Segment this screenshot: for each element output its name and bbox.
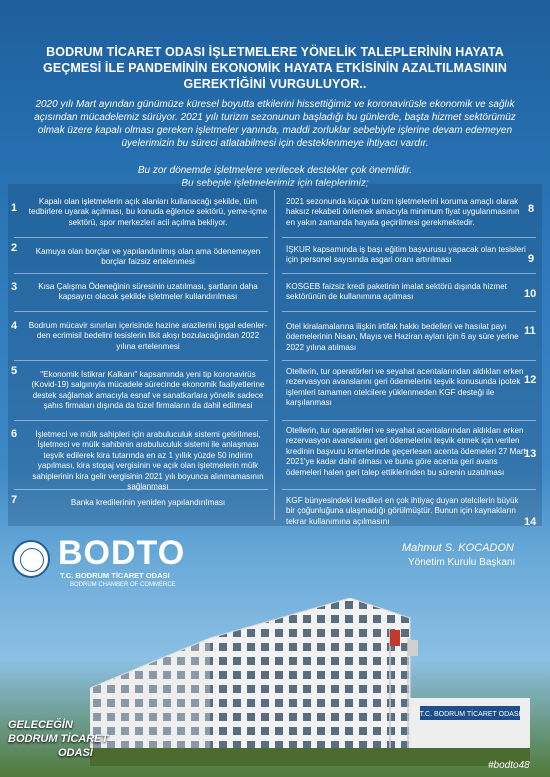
brand-subtitle: T.C. BODRUM TİCARET ODASI	[60, 571, 170, 580]
header	[0, 0, 550, 190]
demand-item-1: Kapalı olan işletmelerin açık alanları kullanacağı şekilde, tüm tedbirlere uyarak açılması, bu konuda eğlence sektörü, yeme-içme sektörü, spor merkezleri acil açılma bekliyor.	[28, 197, 268, 227]
divider	[282, 311, 536, 312]
item-number: 7	[11, 494, 18, 506]
signer-name: Mahmut S. KOCADON	[402, 542, 514, 554]
signer-title: Yönetim Kurulu Başkanı	[408, 557, 516, 568]
divider	[282, 237, 536, 238]
chamber-building-image	[90, 598, 530, 766]
item-number: 14	[524, 516, 537, 528]
item-number: 9	[528, 253, 535, 265]
demand-item-8: 2021 sezonunda küçük turizm işletmelerini koruma amaçlı olarak haksız rekabeti önlemek amacıyla minimum fiyat uygulanmasının en yakın zamanda hayata geçirilmesi gerekmektedir.	[286, 197, 520, 227]
brand-name: BODTO	[58, 534, 186, 572]
divider	[282, 489, 536, 490]
item-number: 6	[11, 428, 18, 440]
demand-item-9: İŞKUR kapsamında iş başı eğitim başvurusu yapacak olan tesisleri için personel sayısında asgari oranı artırılması	[286, 245, 526, 265]
demand-item-12: Otellerin, tur operatörleri ve seyahat acentalarından aldıkları erken rezervasyon avanslarını geri ödemelerini teşvik konusunda ipotek işlemleri tamamen otelcilere yüklenmeden KGF desteği ile karşılanması	[286, 367, 524, 408]
demand-item-13: Otellerin, tur operatörleri ve seyahat acentalarından aldıkları erken rezervasyon avanslarını geri ödemelerini teşvik etmek için verilen kredinin başvuru kriterlerinde geçerlesen acenta ödemeleri 27 Mart 2021'ye kadar dahil olması ve buna göre acenta geri avans ödemeleri halen geri talep ettiklerinden bu sürenin uzatılması	[286, 426, 526, 477]
chamber-seal-icon	[12, 540, 50, 578]
demand-item-3: Kısa Çalışma Ödeneğinin süresinin uzatılması, şartların daha kapsayıcı olacak şekilde işletmeler kullandırılması	[38, 282, 258, 302]
item-number: 13	[524, 448, 537, 460]
item-number: 5	[11, 365, 18, 377]
item-number: 1	[11, 202, 18, 214]
divider	[14, 489, 268, 490]
intro-note-line-2: Bu sebeple işletmelerimiz için taleplerimiz;	[181, 178, 369, 189]
intro-paragraph: 2020 yılı Mart ayından günümüze küresel boyutta etkilerini hissettiğimiz ve koronavirüsle ekonomik ve sağlık açısından mücadelemiz sürüyor. 2021 yılı turizm sezonunun başladığı bu günlerde, başta hizmet sektörümüz olmak üzere kapalı olması gereken işletmeler yanında, maddi zorluklar sebebiyle işlerine devam edemeyen üyelerimizin bu süreci atlatabilmesi için desteklenmeye ihtiyacı vardır.	[34, 99, 516, 149]
brand-subtitle-en: BODRUM CHAMBER OF COMMERCE	[70, 582, 176, 588]
hashtag: #bodto48	[488, 760, 530, 771]
item-number: 11	[524, 325, 536, 337]
item-number: 3	[11, 281, 18, 293]
demand-item-5: "Ekonomik İstikrar Kalkanı" kapsamında yeni tip koronavirüs (Kovid-19) salgınıyla mücadele sürecinde ekonomik faaliyetlerine destek sağlamak amacıyla esnaf ve sanatkarlara yönelik sadece şahıs firmaları dışında da tüzel firmaların da dahil edilmesi	[31, 370, 265, 411]
demand-item-14: KGF bünyesindeki kredileri en çok ihtiyaç duyan otelcilerin büyük bir çoğunluğuna ulaşmadığı görülmüştür. Bunun için kaynakların tekrar kullanımına açılmasını	[286, 496, 519, 526]
intro-note-line-1: Bu zor dönemde işletmelere verilecek destekler çok önemlidir.	[137, 165, 413, 176]
demand-item-7: Banka kredilerinin yeniden yapılandırılması	[70, 498, 226, 507]
item-number: 10	[524, 288, 537, 300]
divider	[14, 273, 268, 274]
item-number: 4	[11, 320, 18, 332]
divider	[14, 420, 268, 421]
slogan-line-3: ODASI	[58, 747, 93, 759]
divider	[282, 420, 536, 421]
slogan	[8, 718, 108, 760]
item-number: 12	[524, 374, 537, 386]
divider	[14, 360, 268, 361]
slogan-line-2: BODRUM TİCARET	[8, 733, 109, 745]
demand-item-4: Bodrum mücavir sınırları içerisinde hazine arazilerini işgal edenler-den ecrimisil bedelini tesislerin likit akışı bozulacağından 2022 yılına ertelenmesi	[28, 321, 268, 351]
divider	[14, 311, 268, 312]
divider	[282, 360, 536, 361]
item-number: 8	[528, 203, 535, 215]
demand-item-2: Kamuya olan borçlar ve yapılandırılmış olan ama ödenemeyen borçlar faizsiz ertelenmesi	[35, 247, 261, 267]
column-divider	[274, 190, 275, 520]
item-number: 2	[11, 242, 18, 254]
divider	[282, 273, 536, 274]
demand-item-10: KOSGEB faizsiz kredi paketinin imalat sektörü dışında hizmet sektörünün de kullanımına açılması	[286, 282, 507, 302]
demand-item-11: Otel kiralamalarına ilişkin irtifak hakkı bedelleri ve hasılat payı ödemelerinin Nisan, Mayıs ve Haziran ayları için 6 ay süre yerine 2022 yılına atılması	[286, 322, 519, 352]
headline: BODRUM TİCARET ODASI İŞLETMELERE YÖNELİK TALEPLERİNİN HAYATA GEÇMESİ İLE PANDEMİNİN EKONOMİK HAYATA ETKİSİNİN AZALTILMASININ GEREKTİĞİNİ VURGULUYOR..	[43, 45, 507, 91]
divider	[14, 237, 268, 238]
slogan-line-1: GELECEĞİN	[8, 719, 73, 731]
demand-item-6: İşletmeci ve mülk sahipleri için arabuluculuk sistemi getirilmesi, İşletmeci ve mülk sahibinin arabuluculuk sistemi ile anlaşması teşvik edilerek kira tutarında en az 1 yıllık yüzde 50 indirim yapılması, kira stopaj vergisinin ve açık olan işletmelerin mülk sahiplerinin kira gelir vergisinin 2021 yılı boyunca alınmamasının sağlanması	[32, 430, 264, 492]
building-sign: T.C. BODRUM TİCARET ODASI	[419, 711, 521, 718]
